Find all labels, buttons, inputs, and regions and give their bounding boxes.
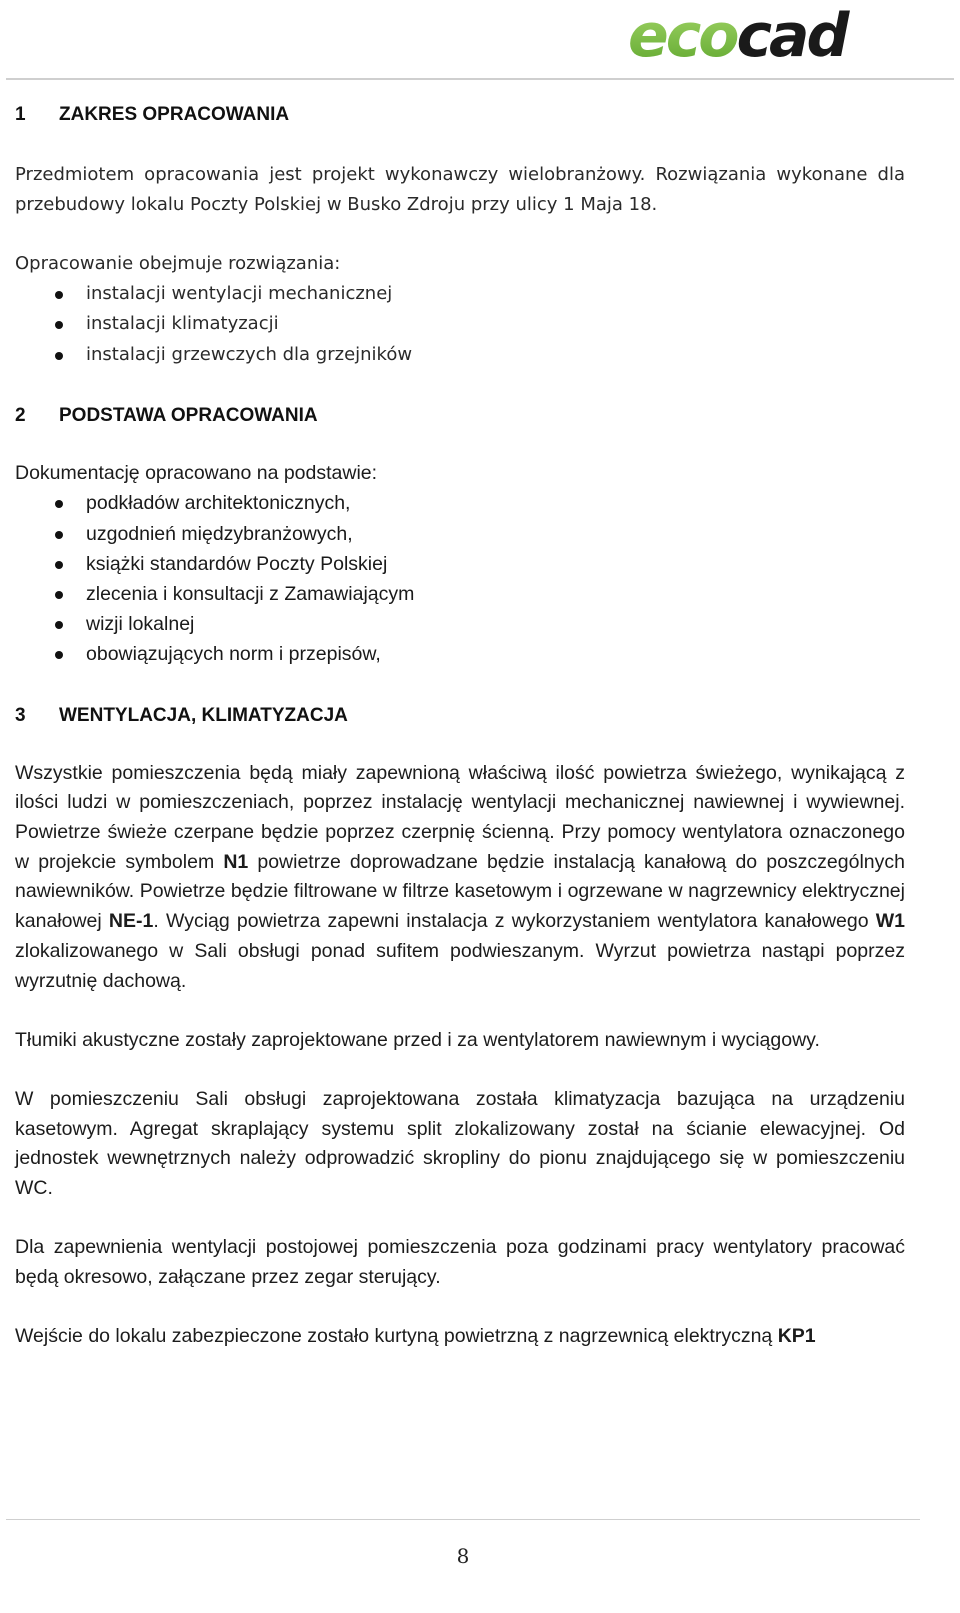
section-3-heading: 3 WENTYLACJA, KLIMATYZACJA	[15, 704, 348, 726]
logo-cad: cad	[736, 4, 847, 66]
symbol-n1: N1	[223, 850, 249, 873]
ecocad-logo	[626, 4, 926, 66]
section-3-paragraph-silencers: Tłumiki akustyczne zostały zaprojektowane przed i za wentylatorem nawiewnym i wyciągowy.	[15, 1028, 820, 1051]
section-1-list-intro: Opracowanie obejmuje rozwiązania:	[15, 253, 341, 275]
header-divider	[6, 78, 954, 80]
section-2-heading: 2 PODSTAWA OPRACOWANIA	[15, 404, 318, 426]
list-item: podkładów architektonicznych,	[15, 488, 905, 518]
symbol-kp1: KP1	[777, 1325, 816, 1348]
section-1-heading: 1 ZAKRES OPRACOWANIA	[15, 104, 290, 125]
section-3-paragraph-air-conditioning: W pomieszczeniu Sali obsługi zaprojektowana została klimatyzacja bazująca na urządzeniu kasetowym. Agregat skraplający systemu split zlokalizowany został na ścianie elewacyjnej. Od jednostek wewnętrznych należy odprowadzić skropliny do pionu znajdującego się w pomieszczeniu WC.	[15, 1087, 905, 1200]
list-item: instalacji wentylacji mechanicznej	[15, 279, 905, 309]
section-2-list-intro: Dokumentację opracowano na podstawie:	[15, 461, 378, 484]
document-body	[15, 100, 905, 1352]
list-item: wizji lokalnej	[15, 609, 905, 639]
section-3-paragraph-air-curtain: Wejście do lokalu zabezpieczone zostało kurtyną powietrzną z nagrzewnicą elektryczną KP1	[15, 1325, 816, 1348]
list-item: obowiązujących norm i przepisów,	[15, 639, 905, 669]
symbol-w1: W1	[875, 910, 906, 933]
footer-divider	[6, 1519, 920, 1520]
section-1-paragraph: Przedmiotem opracowania jest projekt wykonawczy wielobranżowy. Rozwiązania wykonane dla przebudowy lokalu Poczty Polskiej w Busko Zdroju przy ulicy 1 Maja 18.	[15, 164, 905, 215]
page-number: 8	[456, 1544, 470, 1568]
list-item: książki standardów Poczty Polskiej	[15, 549, 905, 579]
list-item: uzgodnień międzybranżowych,	[15, 519, 905, 549]
section-2-list	[15, 488, 905, 669]
symbol-ne1: NE-1	[108, 910, 154, 933]
section-3-paragraph-standby: Dla zapewnienia wentylacji postojowej pomieszczenia poza godzinami pracy wentylatory pracować będą okresowo, załączane przez zegar sterujący.	[15, 1236, 905, 1288]
list-item: instalacji klimatyzacji	[15, 309, 905, 339]
list-item: instalacji grzewczych dla grzejników	[15, 340, 905, 370]
section-1-list	[15, 279, 905, 370]
svg-text:ecocad	[628, 4, 851, 66]
logo-eco: eco	[628, 4, 737, 66]
list-item: zlecenia i konsultacji z Zamawiającym	[15, 579, 905, 609]
section-3-paragraph-ventilation: Wszystkie pomieszczenia będą miały zapewnioną właściwą ilość powietrza świeżego, wynikającą z ilości ludzi w pomieszczeniach, poprzez instalację wentylacji mechanicznej nawiewnej i wywiewnej. Powietrze świeże czerpane będzie poprzez czerpnię ścienną. Przy pomocy wentylatora oznaczonego w projekcie symbolem N1 powietrze doprowadzane będzie instalacją kanałową do poszczególnych nawiewników. Powietrze będzie filtrowane w filtrze kasetowym i ogrzewane w nagrzewnicy elektrycznej kanałowej NE-1. Wyciąg powietrza zapewni instalacja z wykorzystaniem wentylatora kanałowego W1 zlokalizowanego w Sali obsługi ponad sufitem podwieszanym. Wyrzut powietrza nastąpi poprzez wyrzutnię dachową.	[15, 761, 906, 992]
